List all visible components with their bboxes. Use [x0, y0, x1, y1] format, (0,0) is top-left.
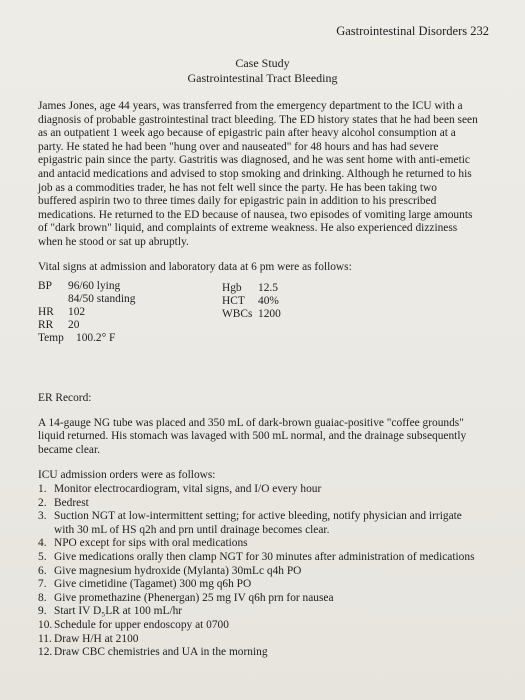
hct-label: HCT — [222, 295, 245, 308]
order-number: 5. — [38, 551, 47, 564]
temp-label: Temp — [38, 332, 64, 345]
order-item — [38, 578, 478, 592]
title-line-2: Gastrointestinal Tract Bleeding — [187, 71, 338, 85]
running-header: Gastrointestinal Disorders 232 — [336, 24, 489, 38]
order-number: 1. — [38, 483, 47, 496]
wbc-label: WBCs — [222, 308, 253, 321]
temp-row — [38, 332, 135, 345]
order-text: Give cimetidine (Tagamet) 300 mg q6h PO — [54, 578, 252, 591]
title-line-1: Case Study — [235, 56, 290, 70]
order-item — [38, 605, 478, 619]
order-number: 2. — [38, 496, 47, 509]
order-text: Draw CBC chemistries and UA in the morning — [54, 646, 268, 659]
order-text: Give magnesium hydroxide (Mylanta) 30mLc q4h PO — [54, 564, 302, 577]
order-number: 12. — [38, 646, 53, 659]
bp-row — [38, 280, 135, 293]
bp-standing-value: 84/50 standing — [68, 293, 136, 306]
order-text: Give medications orally then clamp NGT for 30 minutes after administration of medications — [54, 551, 475, 564]
order-number: 3. — [38, 510, 47, 523]
order-item — [38, 646, 478, 660]
lab-data-column — [222, 282, 281, 321]
bp-label: BP — [38, 280, 52, 293]
hr-row — [38, 306, 135, 319]
order-item — [38, 510, 478, 537]
order-item — [38, 565, 478, 579]
order-text: Draw H/H at 2100 — [54, 632, 139, 645]
intro-paragraph: James Jones, age 44 years, was transferred from the emergency department to the ICU with a diagnosis of probable gastrointestinal tract bleeding. The ED history states that he had been seen as an outpatient 1 week ago because of epigastric pain after heavy alcohol consumption at a party. He stated he had been "hung over and nauseated" for 48 hours and has had severe epigastric pain since the party. Gastritis was diagnosed, and he was sent home with anti-emetic and antacid medications and advised to stop smoking and drinking. Although he returned to his job as a commodities trader, he has not felt well since the party. He has been taking two buffered aspirin two to three times daily for epigastric pain in addition to his prescribed medications. He returned to the ED because of nausea, two episodes of vomiting large amounts of "dark brown" liquid, and complaints of extreme weakness. He also experienced dizziness when he stood or sat up abruptly. — [38, 100, 478, 248]
order-item — [38, 483, 478, 497]
rr-row — [38, 319, 135, 332]
vital-signs-column — [38, 280, 135, 345]
vitals-table — [38, 280, 478, 392]
hgb-label: Hgb — [222, 282, 242, 295]
hgb-row — [222, 282, 281, 295]
er-heading: ER Record: — [38, 392, 92, 405]
hct-row — [222, 295, 281, 308]
temp-value: 100.2° F — [76, 332, 116, 345]
wbc-value: 1200 — [258, 308, 281, 321]
hr-label: HR — [38, 306, 54, 319]
rr-label: RR — [38, 319, 54, 332]
order-item — [38, 633, 478, 647]
order-number: 8. — [38, 591, 47, 604]
order-text: Schedule for upper endoscopy at 0700 — [54, 619, 229, 632]
order-text: Start IV D₅LR at 100 mL/hr — [54, 605, 183, 618]
wbc-row — [222, 308, 281, 321]
order-item — [38, 551, 478, 565]
order-number: 10. — [38, 619, 53, 632]
order-text: Suction NGT at low-intermittent setting; for active bleeding, notify physician and irrigate with 30 mL of HS q2h and prn until drainage becomes clear. — [54, 510, 462, 536]
orders-list — [38, 483, 478, 660]
hct-value: 40% — [258, 295, 279, 308]
bp-lying-value: 96/60 lying — [68, 280, 121, 293]
order-item — [38, 619, 478, 633]
order-text: NPO except for sips with oral medications — [54, 537, 248, 550]
order-text: Give promethazine (Phenergan) 25 mg IV q6h prn for nausea — [54, 591, 334, 604]
order-number: 4. — [38, 537, 47, 550]
order-text: Bedrest — [54, 496, 89, 509]
order-number: 9. — [38, 605, 47, 618]
order-number: 6. — [38, 564, 47, 577]
order-item — [38, 592, 478, 606]
order-number: 11. — [38, 632, 52, 645]
er-paragraph: A 14-gauge NG tube was placed and 350 mL of dark-brown guaiac-positive "coffee grounds" liquid returned. His stomach was lavaged with 500 mL normal, and the drainage subsequently became clear. — [38, 416, 467, 456]
order-item — [38, 537, 478, 551]
order-item — [38, 497, 478, 511]
rr-value: 20 — [68, 319, 80, 332]
bp-standing-row — [38, 293, 135, 306]
orders-intro: ICU admission orders were as follows: — [38, 468, 216, 481]
page-content — [38, 100, 478, 660]
order-text: Monitor electrocardiogram, vital signs, and I/O every hour — [54, 483, 322, 496]
order-number: 7. — [38, 578, 47, 591]
hr-value: 102 — [68, 306, 86, 319]
vitals-intro: Vital signs at admission and laboratory data at 6 pm were as follows: — [38, 260, 352, 273]
case-title — [0, 56, 525, 86]
hgb-value: 12.5 — [258, 282, 278, 295]
